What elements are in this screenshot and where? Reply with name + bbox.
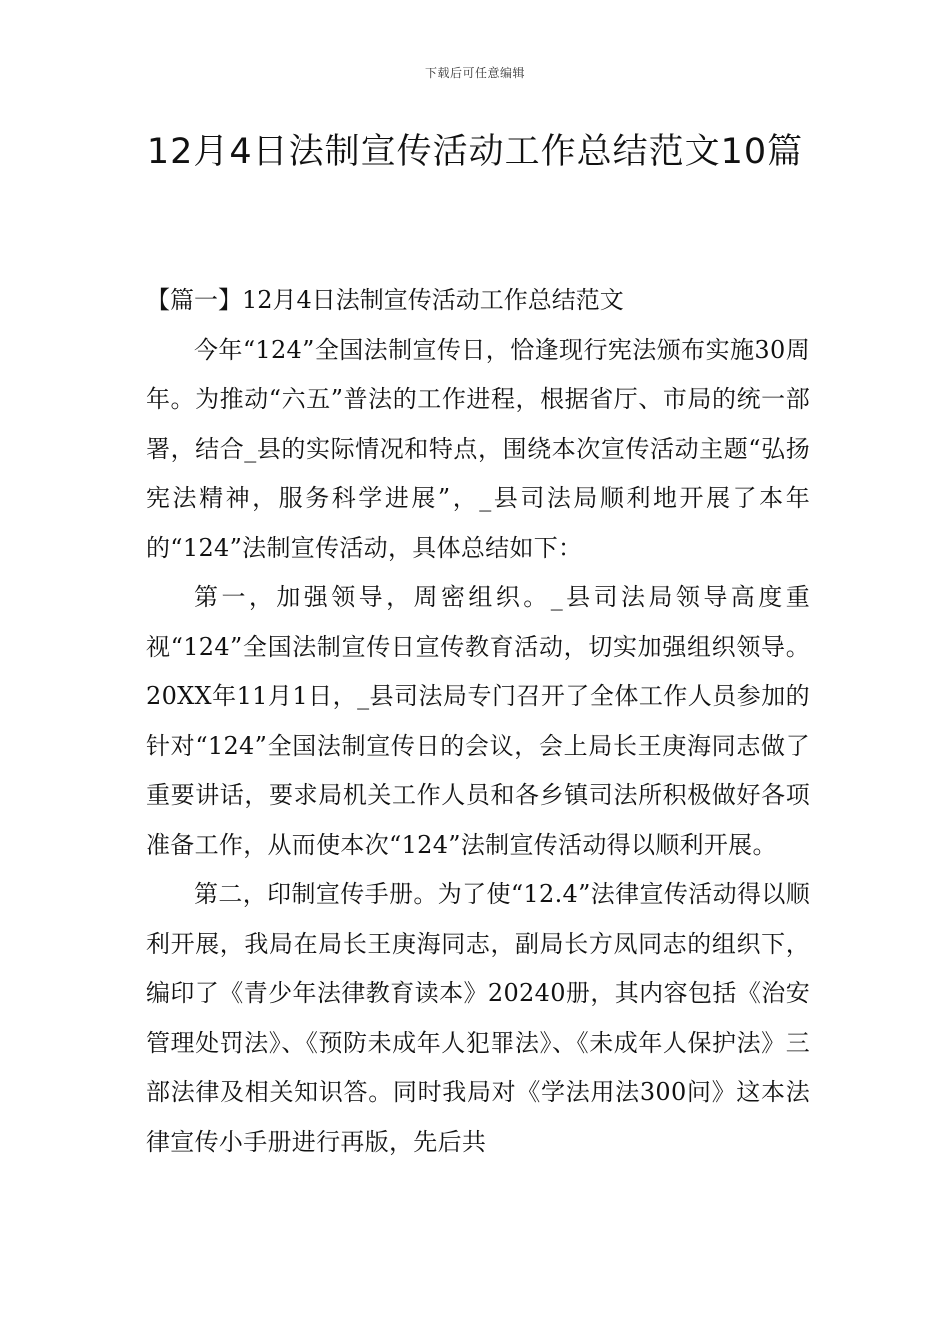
header-note: 下载后可任意编辑 bbox=[424, 66, 525, 80]
paragraph-intro: 今年“124”全国法制宣传日，恰逢现行宪法颁布实施30周年。为推动“六五”普法的工作进程，根据省厅、市局的统一部署，结合_县的实际情况和特点，围绕本次宣传活动主题“弘扬宪法精神，服务科学进展”，_县司法局顺利地开展了本年的“124”法制宣传活动，具体总结如下： bbox=[146, 335, 810, 562]
paragraph-second-point: 第二，印制宣传手册。为了使“12.4”法律宣传活动得以顺利开展，我局在局长王庚海同志，副局长方凤同志的组织下，编印了《青少年法律教育读本》20240册，其内容包括《治安管理处罚法》、《预防未成年人犯罪法》、《未成年人保护法》三部法律及相关知识答。同时我局对《学法用法300问》这本法律宣传小手册进行再版，先后共 bbox=[146, 880, 810, 1156]
section-heading: 【篇一】12月4日法制宣传活动工作总结范文 bbox=[146, 286, 624, 314]
paragraph-first-point: 第一，加强领导，周密组织。_县司法局领导高度重视“124”全国法制宣传日宣传教育活动，切实加强组织领导。20XX年11月1日，_县司法局专门召开了全体工作人员参加的针对“124”全国法制宣传日的会议，会上局长王庚海同志做了重要讲话，要求局机关工作人员和各乡镇司法所积极做好各项准备工作，从而使本次“124”法制宣传活动得以顺利开展。 bbox=[146, 583, 810, 859]
document-title: 12月4日法制宣传活动工作总结范文10篇 bbox=[146, 132, 804, 172]
document-body bbox=[146, 276, 810, 1167]
